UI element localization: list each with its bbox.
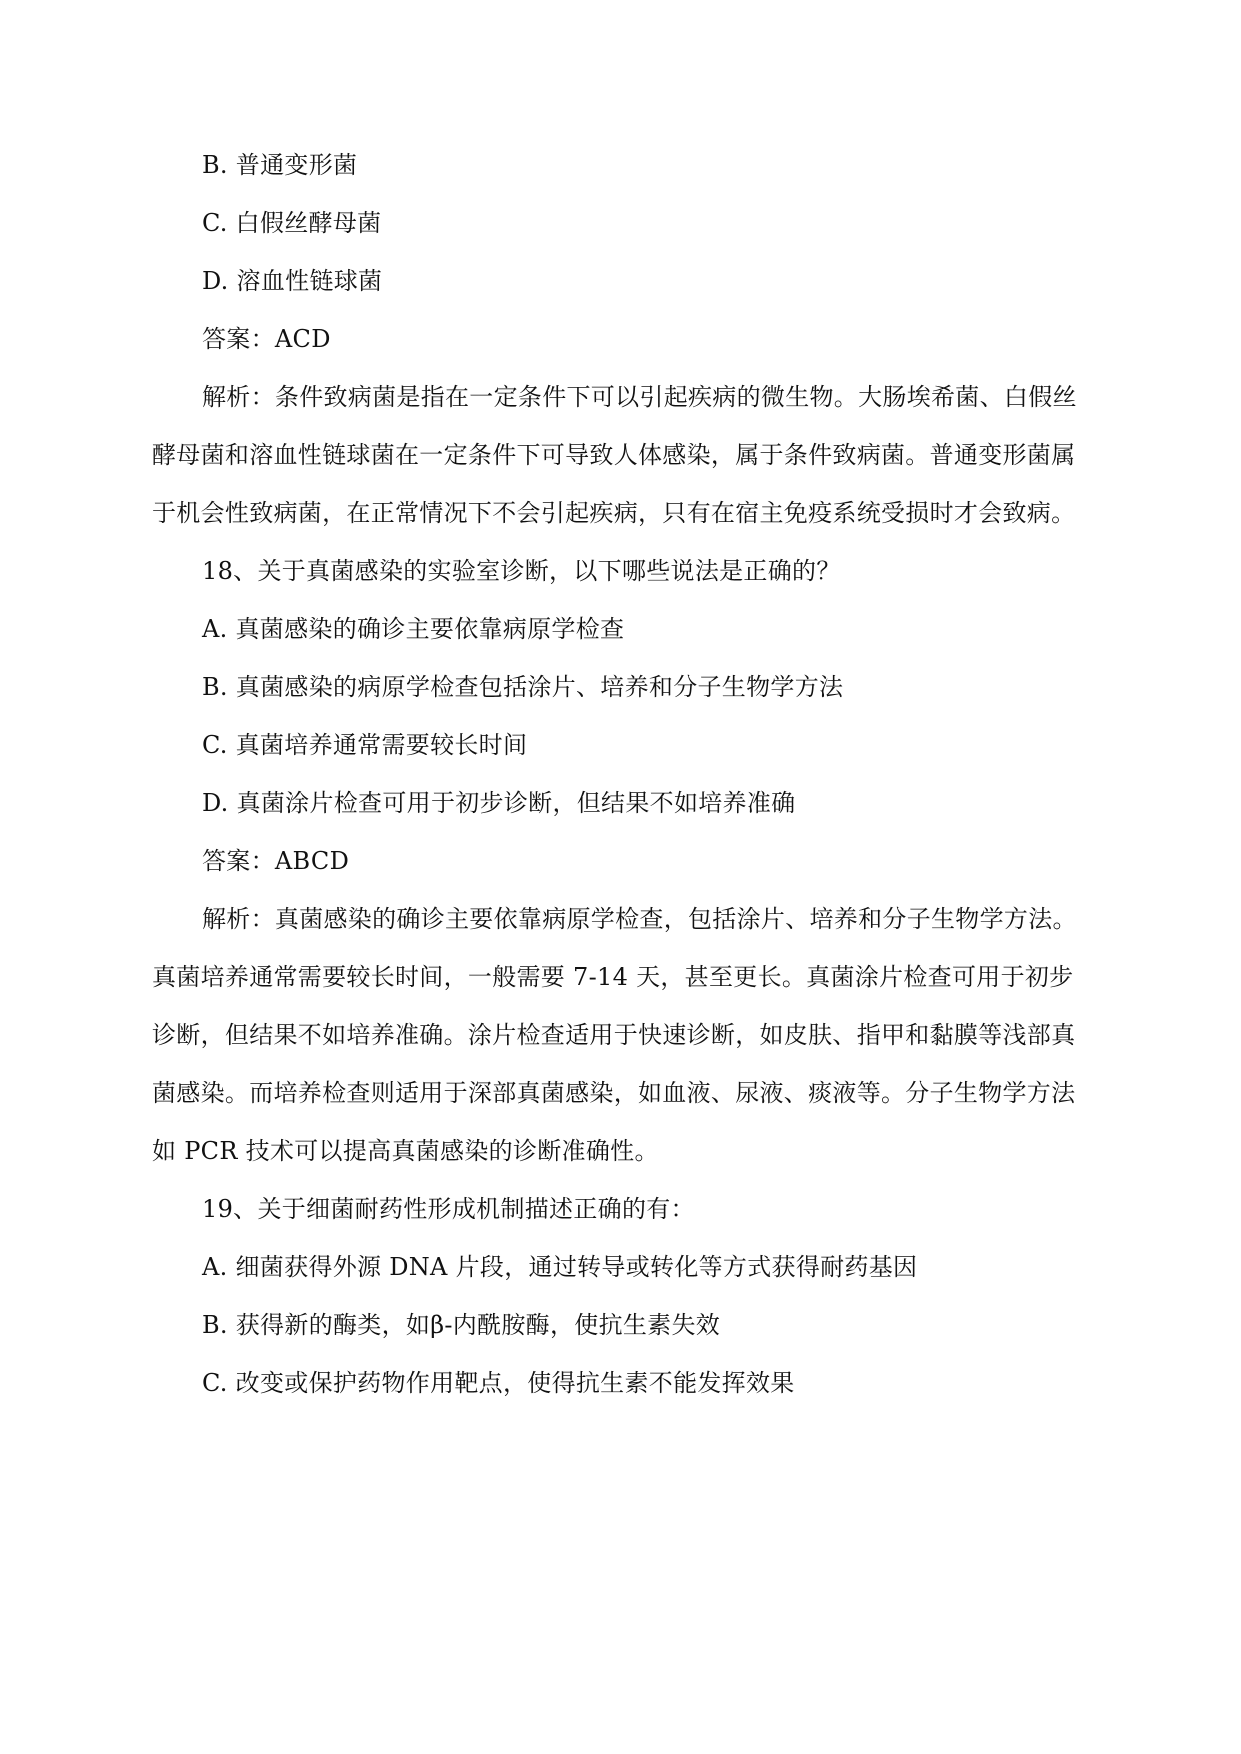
q17-option-d: D. 溶血性链球菌 (202, 267, 383, 295)
q18-option-c: C. 真菌培养通常需要较长时间 (202, 731, 528, 759)
q18-answer: 答案：ABCD (202, 847, 350, 875)
q18-option-d: D. 真菌涂片检查可用于初步诊断，但结果不如培养准确 (202, 789, 796, 817)
q19-question: 19、关于细菌耐药性形成机制描述正确的有： (202, 1195, 695, 1223)
q18-analysis-line: 如 PCR 技术可以提高真菌感染的诊断准确性。 (152, 1137, 659, 1165)
q18-analysis-line: 诊断，但结果不如培养准确。涂片检查适用于快速诊断，如皮肤、指甲和黏膜等浅部真 (152, 1021, 1076, 1049)
q17-analysis-line: 于机会性致病菌，在正常情况下不会引起疾病，只有在宿主免疫系统受损时才会致病。 (152, 499, 1076, 527)
q19-option-a: A. 细菌获得外源 DNA 片段，通过转导或转化等方式获得耐药基因 (202, 1253, 918, 1281)
q18-question: 18、关于真菌感染的实验室诊断，以下哪些说法是正确的？ (202, 557, 841, 585)
q17-option-c: C. 白假丝酵母菌 (202, 209, 382, 237)
q18-analysis-line: 菌感染。而培养检查则适用于深部真菌感染，如血液、尿液、痰液等。分子生物学方法 (152, 1079, 1076, 1107)
q17-answer: 答案：ACD (202, 325, 331, 353)
q17-analysis-line: 解析：条件致病菌是指在一定条件下可以引起疾病的微生物。大肠埃希菌、白假丝 (202, 383, 1077, 411)
q18-analysis-line: 真菌培养通常需要较长时间，一般需要 7-14 天，甚至更长。真菌涂片检查可用于初步 (152, 963, 1074, 991)
q19-option-c: C. 改变或保护药物作用靶点，使得抗生素不能发挥效果 (202, 1369, 795, 1397)
q18-analysis-line: 解析：真菌感染的确诊主要依靠病原学检查，包括涂片、培养和分子生物学方法。 (202, 905, 1077, 933)
q18-option-a: A. 真菌感染的确诊主要依靠病原学检查 (202, 615, 625, 643)
q17-analysis-line: 酵母菌和溶血性链球菌在一定条件下可导致人体感染，属于条件致病菌。普通变形菌属 (152, 441, 1076, 469)
q17-option-b: B. 普通变形菌 (202, 151, 358, 179)
q19-option-b: B. 获得新的酶类，如β-内酰胺酶，使抗生素失效 (202, 1311, 721, 1339)
q18-option-b: B. 真菌感染的病原学检查包括涂片、培养和分子生物学方法 (202, 673, 844, 701)
